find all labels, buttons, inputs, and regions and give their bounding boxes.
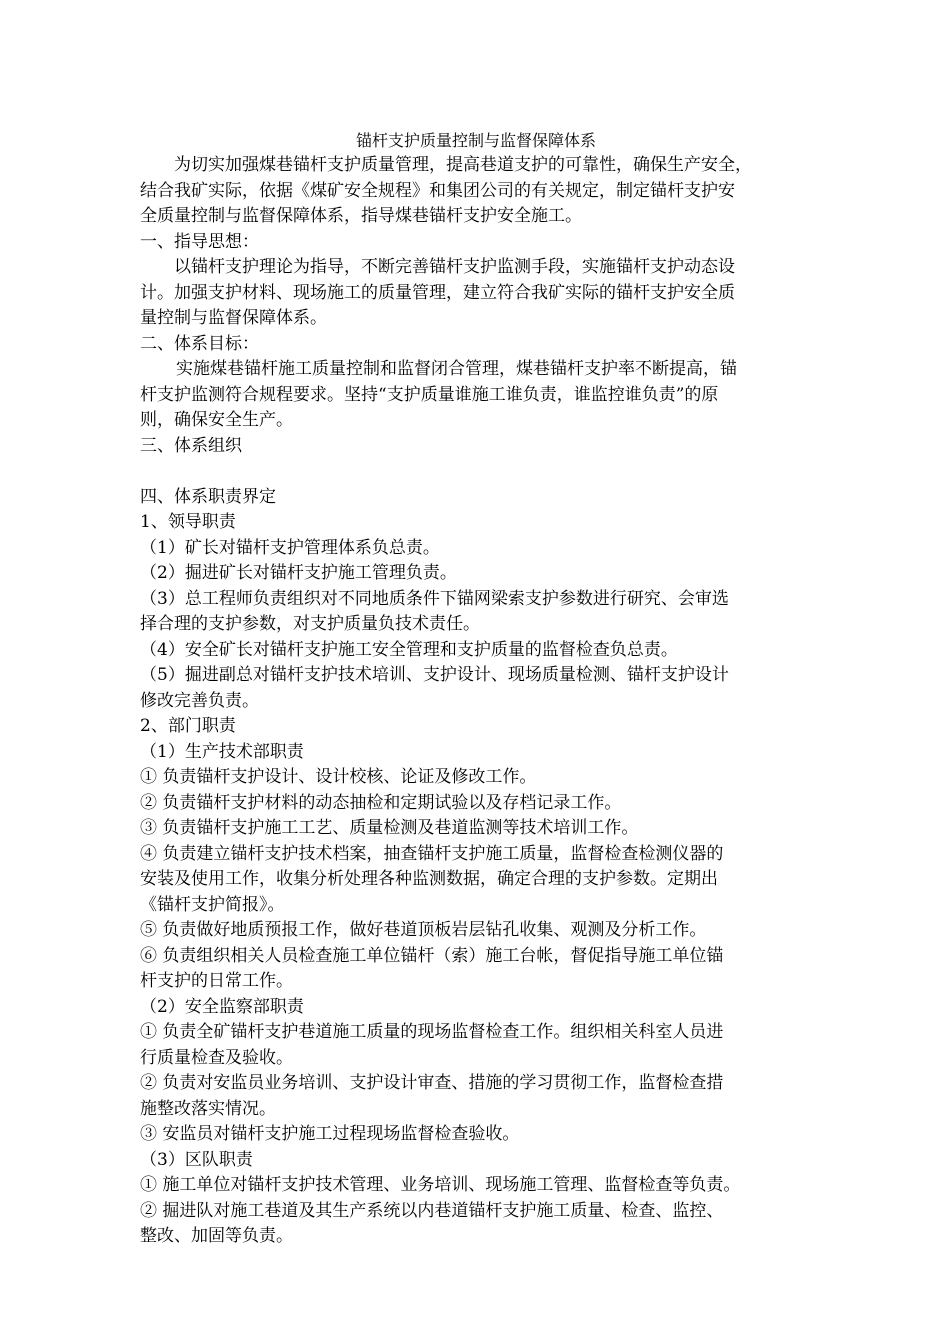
leadership-item-5-line-2: 修改完善负责。	[140, 690, 259, 711]
dept-safety-item-1-line-1: ① 负责全矿锚杆支护巷道施工质量的现场监督检查工作。组织相关科室人员进	[140, 1022, 724, 1042]
section-1-line-1: 以锚杆支护理论为指导，不断完善锚杆支护监测手段，实施锚杆支护动态设	[174, 257, 735, 277]
document-page	[140, 128, 812, 1250]
dept-safety-item-2-line-1: ② 负责对安监员业务培训、支护设计审查、措施的学习贯彻工作，监督检查措	[140, 1073, 724, 1093]
intro-line-1: 为切实加强煤巷锚杆支护质量管理，提高巷道支护的可靠性，确保生产安全，	[174, 155, 752, 175]
section-2-line-1: 实施煤巷锚杆施工质量控制和监督闭合管理，煤巷锚杆支护率不断提高，锚	[176, 359, 737, 379]
blank-line	[140, 459, 812, 485]
dept-team-item-2-line-2: 整改、加固等负责。	[140, 1226, 293, 1246]
section-heading-4: 四、体系职责界定	[140, 486, 276, 507]
dept-safety-heading: （2）安全监察部职责	[140, 996, 304, 1017]
dept-tech-item-4-line-2: 安装及使用工作，收集分析处理各种监测数据，确定合理的支护参数。定期出	[140, 869, 718, 889]
dept-team-heading: （3）区队职责	[140, 1149, 253, 1170]
section-2-line-2: 杆支护监测符合规程要求。坚持“支护质量谁施工谁负责，谁监控谁负责”的原	[140, 384, 719, 405]
leadership-item-3-line-2: 择合理的支护参数，对支护质量负技术责任。	[140, 614, 480, 634]
section-heading-2: 二、体系目标：	[140, 333, 259, 354]
section-heading-1: 一、指导思想：	[140, 231, 259, 252]
dept-tech-item-4-line-1: ④ 负责建立锚杆支护技术档案，抽查锚杆支护施工质量，监督检查检测仪器的	[140, 843, 724, 864]
dept-tech-item-2: ② 负责锚杆支护材料的动态抽检和定期试验以及存档记录工作。	[140, 792, 622, 813]
dept-tech-item-6-line-1: ⑥ 负责组织相关人员检查施工单位锚杆（索）施工台帐，督促指导施工单位锚	[140, 945, 724, 966]
dept-safety-item-3: ③ 安监员对锚杆支护施工过程现场监督检查验收。	[140, 1124, 520, 1144]
subsection-departments: 2、部门职责	[140, 716, 236, 736]
dept-tech-item-6-line-2: 杆支护的日常工作。	[140, 971, 293, 991]
section-heading-3: 三、体系组织	[140, 435, 242, 456]
dept-tech-item-3: ③ 负责锚杆支护施工工艺、质量检测及巷道监测等技术培训工作。	[140, 818, 639, 838]
dept-tech-item-4-line-3: 《锚杆支护简报》。	[140, 894, 285, 915]
document-title: 锚杆支护质量控制与监督保障体系	[355, 131, 596, 150]
dept-team-item-1: ① 施工单位对锚杆支护技术管理、业务培训、现场施工管理、监督检查等负责。	[140, 1175, 741, 1195]
dept-tech-heading: （1）生产技术部职责	[140, 741, 304, 762]
leadership-item-2: （2）掘进矿长对锚杆支护施工管理负责。	[140, 563, 457, 583]
dept-safety-item-1-line-2: 行质量检查及验收。	[140, 1047, 293, 1068]
leadership-item-1: （1）矿长对锚杆支护管理体系负总责。	[140, 537, 440, 558]
dept-team-item-2-line-1: ② 掘进队对施工巷道及其生产系统以内巷道锚杆支护施工质量、检查、监控、	[140, 1200, 724, 1221]
subsection-leadership: 1、领导职责	[140, 512, 236, 532]
section-1-line-2: 计。加强支护材料、现场施工的质量管理，建立符合我矿实际的锚杆支护安全质	[140, 282, 735, 303]
section-2-line-3: 则，确保安全生产。	[140, 410, 293, 430]
intro-line-3: 全质量控制与监督保障体系，指导煤巷锚杆支护安全施工。	[140, 206, 582, 226]
intro-line-2: 结合我矿实际，依据《煤矿安全规程》和集团公司的有关规定，制定锚杆支护安	[140, 180, 735, 201]
dept-safety-item-2-line-2: 施整改落实情况。	[140, 1098, 276, 1119]
leadership-item-5-line-1: （5）掘进副总对锚杆支护技术培训、支护设计、现场质量检测、锚杆支护设计	[140, 665, 729, 685]
dept-tech-item-5: ⑤ 负责做好地质预报工作，做好巷道顶板岩层钻孔收集、观测及分析工作。	[140, 920, 707, 940]
dept-tech-item-1: ① 负责锚杆支护设计、设计校核、论证及修改工作。	[140, 767, 537, 787]
leadership-item-3-line-1: （3）总工程师负责组织对不同地质条件下锚网梁索支护参数进行研究、会审选	[140, 588, 729, 609]
leadership-item-4: （4）安全矿长对锚杆支护施工安全管理和支护质量的监督检查负总责。	[140, 639, 678, 660]
section-1-line-3: 量控制与监督保障体系。	[140, 308, 327, 328]
